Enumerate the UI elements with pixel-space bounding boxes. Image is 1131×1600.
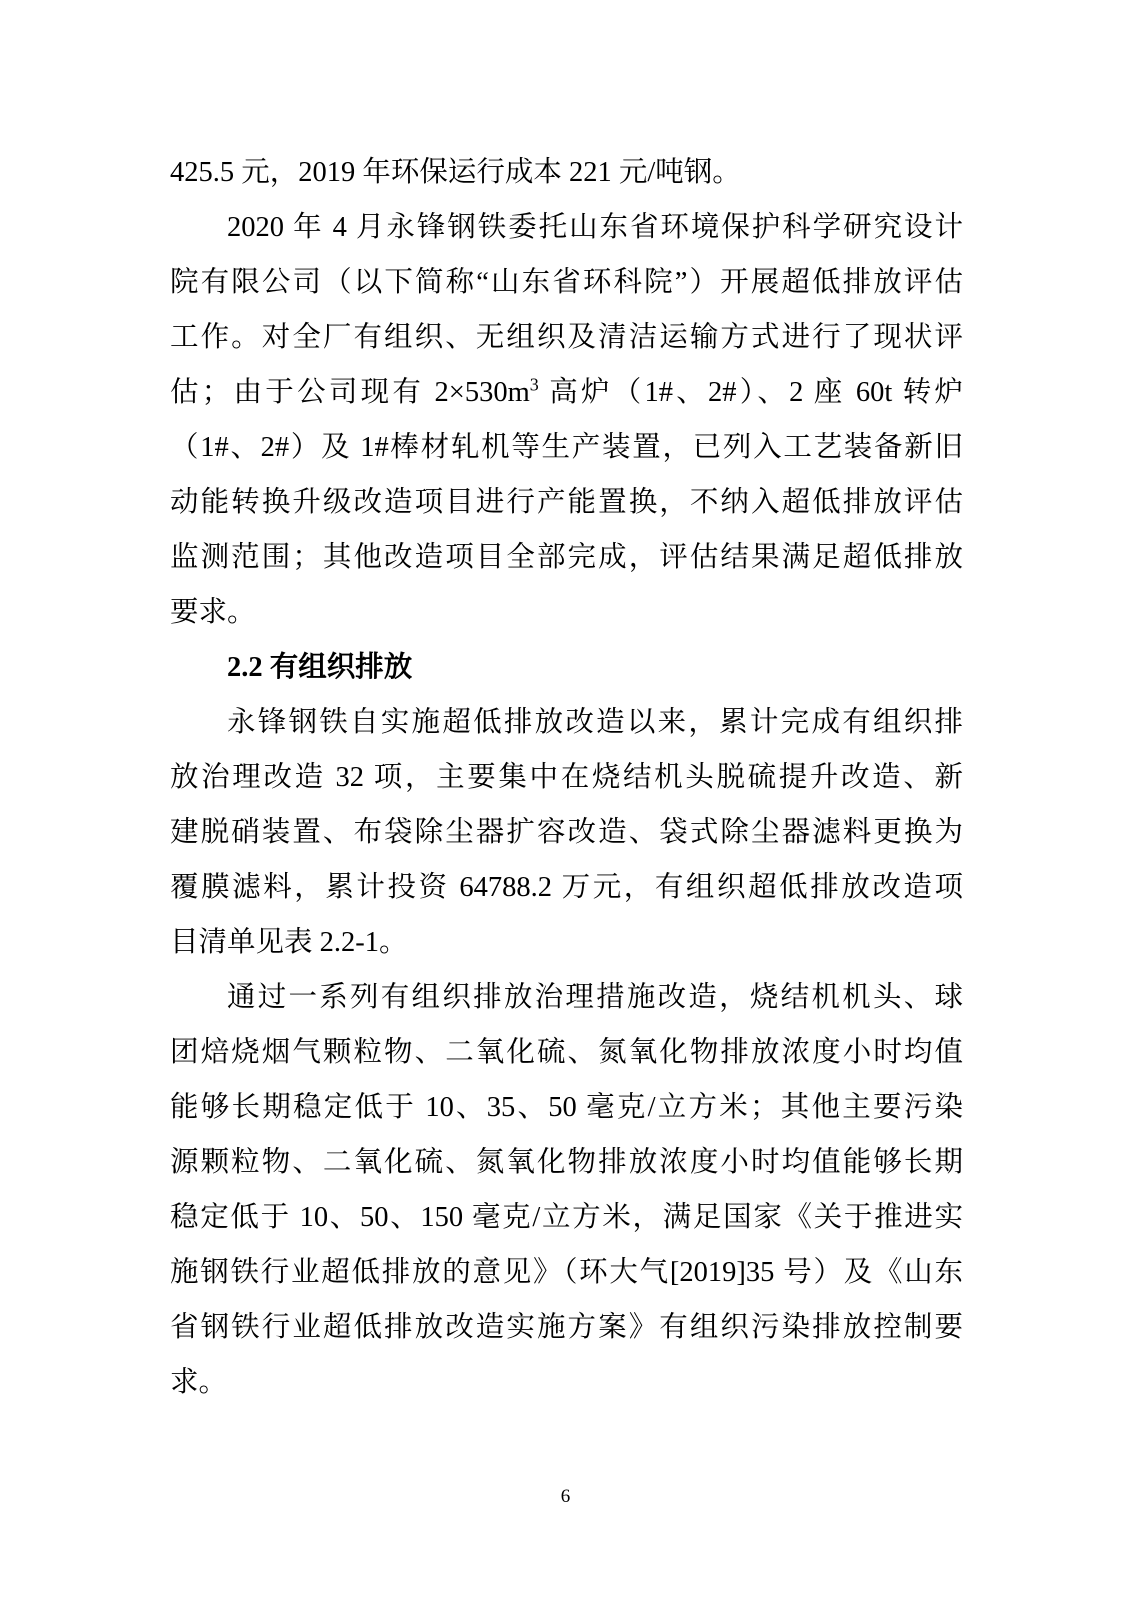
text-line: 工作。对全厂有组织、无组织及清洁运输方式进行了现状评	[170, 322, 963, 353]
text-block	[170, 145, 963, 1410]
text-line: 要求。	[170, 597, 256, 628]
text-segment: 估；由于公司现有 2×530m	[170, 377, 530, 408]
text-line: 目清单见表 2.2-1。	[170, 927, 408, 958]
text-line: 建脱硝装置、布袋除尘器扩容改造、袋式除尘器滤料更换为	[170, 817, 963, 848]
text-line: 团焙烧烟气颗粒物、二氧化硫、氮氧化物排放浓度小时均值	[170, 1037, 963, 1068]
paragraph-treatment-results	[170, 970, 963, 1410]
page-number: 6	[560, 1486, 571, 1507]
text-line: 覆膜滤料，累计投资 64788.2 万元，有组织超低排放改造项	[170, 872, 963, 903]
text-line-with-superscript	[170, 365, 963, 420]
paragraph-organized-emission	[170, 695, 963, 970]
paragraph-assessment	[170, 200, 963, 640]
text-line: 通过一系列有组织排放治理措施改造，烧结机机头、球	[227, 982, 963, 1013]
text-line: （1#、2#）及 1#棒材轧机等生产装置，已列入工艺装备新旧	[170, 432, 963, 463]
text-line: 省钢铁行业超低排放改造实施方案》有组织污染排放控制要	[170, 1312, 963, 1343]
text-line: 稳定低于 10、50、150 毫克/立方米，满足国家《关于推进实	[170, 1202, 963, 1233]
text-line: 求。	[170, 1367, 228, 1398]
text-line: 监测范围；其他改造项目全部完成，评估结果满足超低排放	[170, 542, 963, 573]
section-heading: 2.2 有组织排放	[227, 652, 413, 683]
text-line: 425.5 元，2019 年环保运行成本 221 元/吨钢。	[170, 157, 741, 188]
text-line: 源颗粒物、二氧化硫、氮氧化物排放浓度小时均值能够长期	[170, 1147, 963, 1178]
text-line: 能够长期稳定低于 10、35、50 毫克/立方米；其他主要污染	[170, 1092, 963, 1123]
text-line: 动能转换升级改造项目进行产能置换，不纳入超低排放评估	[170, 487, 963, 518]
superscript-3: 3	[529, 374, 539, 395]
section-heading-2-2	[170, 640, 963, 695]
text-line: 放治理改造 32 项，主要集中在烧结机头脱硫提升改造、新	[170, 762, 963, 793]
text-line: 院有限公司（以下简称“山东省环科院”）开展超低排放评估	[170, 267, 963, 298]
text-line: 2020 年 4 月永锋钢铁委托山东省环境保护科学研究设计	[227, 212, 963, 243]
text-segment: 高炉（1#、2#）、2 座 60t 转炉	[538, 377, 963, 408]
paragraph-cost	[170, 145, 963, 200]
text-line: 永锋钢铁自实施超低排放改造以来，累计完成有组织排	[227, 707, 963, 738]
text-line: 施钢铁行业超低排放的意见》（环大气[2019]35 号）及《山东	[170, 1257, 963, 1288]
